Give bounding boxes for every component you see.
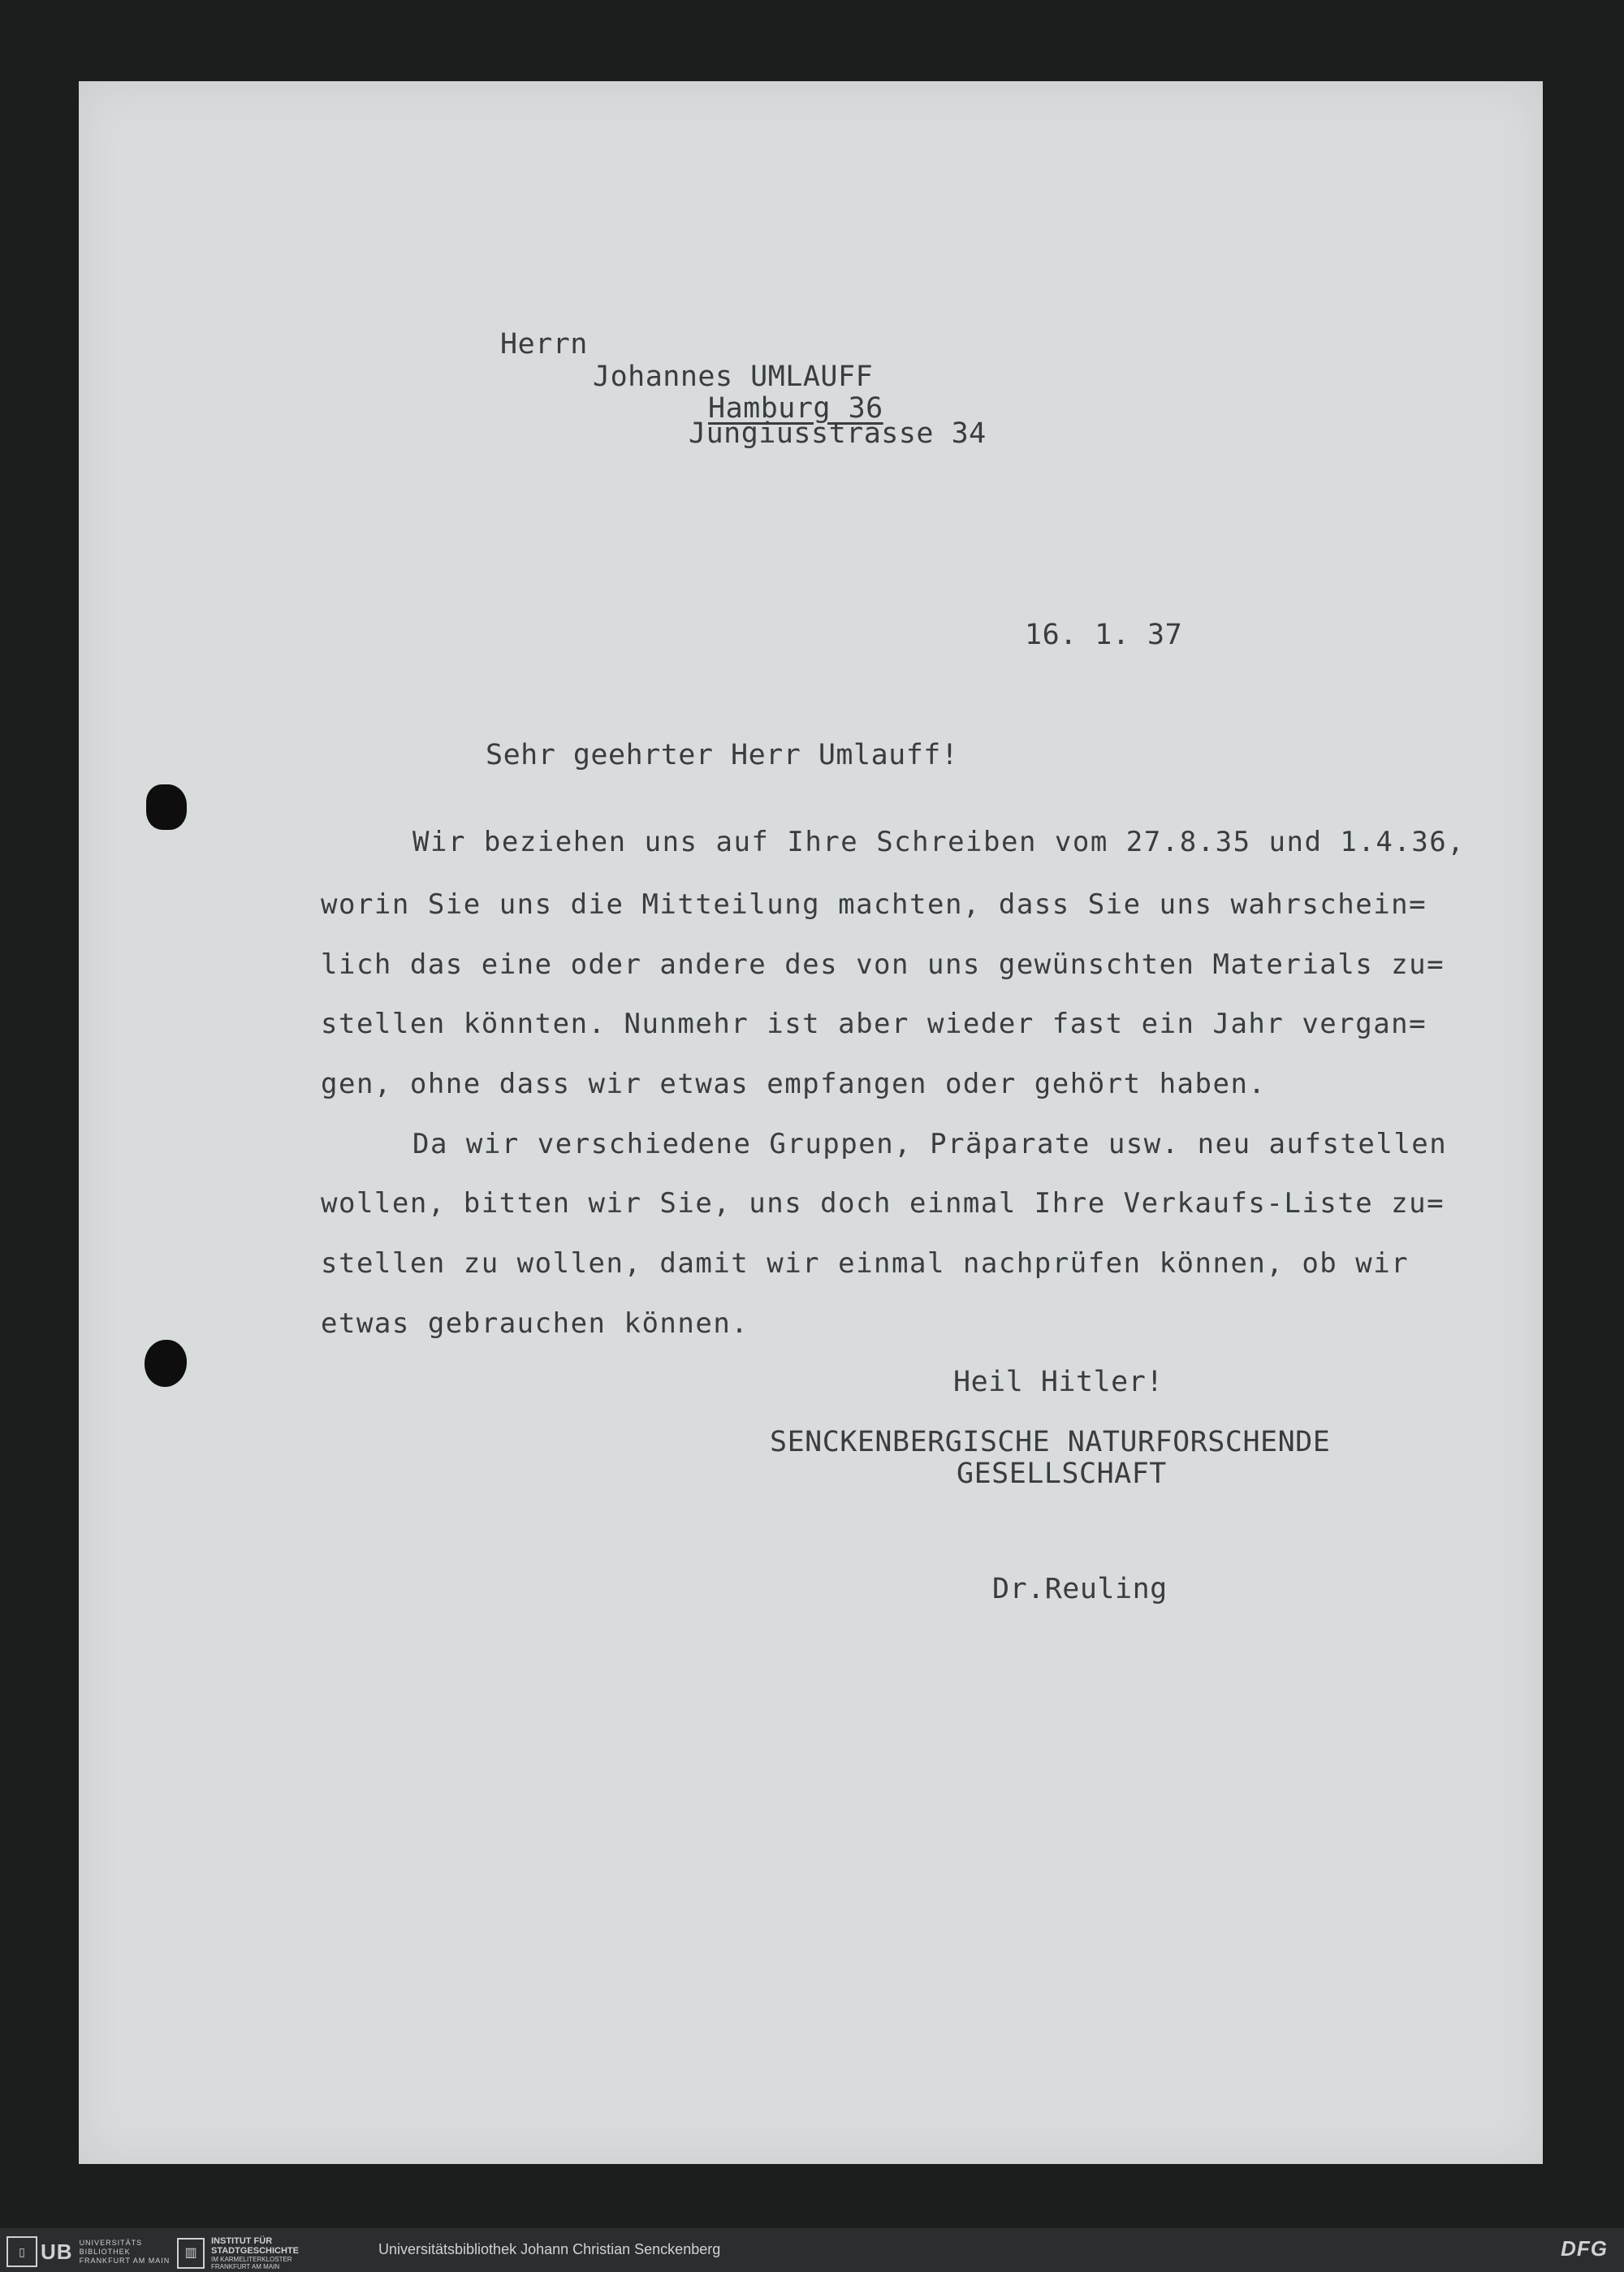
institute-line-3: IM KARMELITERKLOSTER: [211, 2256, 292, 2263]
dfg-logo: DFG: [1561, 2236, 1608, 2261]
letter-closing: Heil Hitler!: [953, 1366, 1164, 1398]
organization-line-1: SENCKENBERGISCHE NATURFORSCHENDE: [770, 1426, 1331, 1458]
address-city: Hamburg 36: [708, 392, 883, 425]
institute-line-2: STADTGESCHICHTE: [211, 2246, 299, 2256]
punch-hole-top: [146, 784, 187, 830]
institute-line-1: INSTITUT FÜR: [211, 2236, 273, 2246]
body-line-9: etwas gebrauchen können.: [321, 1307, 749, 1340]
body-line-7: wollen, bitten wir Sie, uns doch einmal Ihre Verkaufs-Liste zu=: [321, 1187, 1445, 1220]
organization-line-2: GESELLSCHAFT: [957, 1458, 1167, 1490]
ub-line-2: BIBLIOTHEK: [79, 2247, 131, 2256]
body-line-1: Wir beziehen uns auf Ihre Schreiben vom 27.8.35 und 1.4.36,: [412, 826, 1466, 858]
ub-mark: UB: [41, 2239, 73, 2264]
ub-logo: [6, 2236, 170, 2267]
body-line-5: gen, ohne dass wir etwas empfangen oder gehört haben.: [321, 1068, 1267, 1100]
letter-greeting: Sehr geehrter Herr Umlauff!: [486, 739, 959, 771]
body-line-8: stellen zu wollen, damit wir einmal nachprüfen können, ob wir: [321, 1247, 1410, 1280]
ub-emblem-icon: ▯: [6, 2236, 37, 2267]
address-name: Johannes UMLAUFF: [593, 361, 874, 393]
signatory: Dr.Reuling: [992, 1573, 1168, 1605]
body-line-2: worin Sie uns die Mitteilung machten, dass Sie uns wahrschein=: [321, 888, 1427, 921]
institute-logo: [177, 2236, 299, 2270]
address-street: Jungiusstrasse 34: [689, 417, 987, 450]
footer-credit: Universitätsbibliothek Johann Christian Senckenberg: [378, 2241, 721, 2257]
footer-bar: [0, 2228, 1624, 2272]
letter-date: 16. 1. 37: [1025, 619, 1183, 651]
institute-line-4: FRANKFURT AM MAIN: [211, 2263, 280, 2270]
institute-emblem-icon: ▥: [177, 2238, 205, 2269]
ub-line-3: FRANKFURT AM MAIN: [79, 2256, 171, 2265]
body-line-4: stellen könnten. Nunmehr ist aber wieder fast ein Jahr vergan=: [321, 1008, 1427, 1040]
body-line-3: lich das eine oder andere des von uns gewünschten Materials zu=: [321, 948, 1445, 981]
ub-line-1: UNIVERSITÄTS: [79, 2238, 143, 2247]
address-salutation: Herrn: [500, 328, 588, 361]
body-line-6: Da wir verschiedene Gruppen, Präparate usw. neu aufstellen: [412, 1128, 1448, 1160]
